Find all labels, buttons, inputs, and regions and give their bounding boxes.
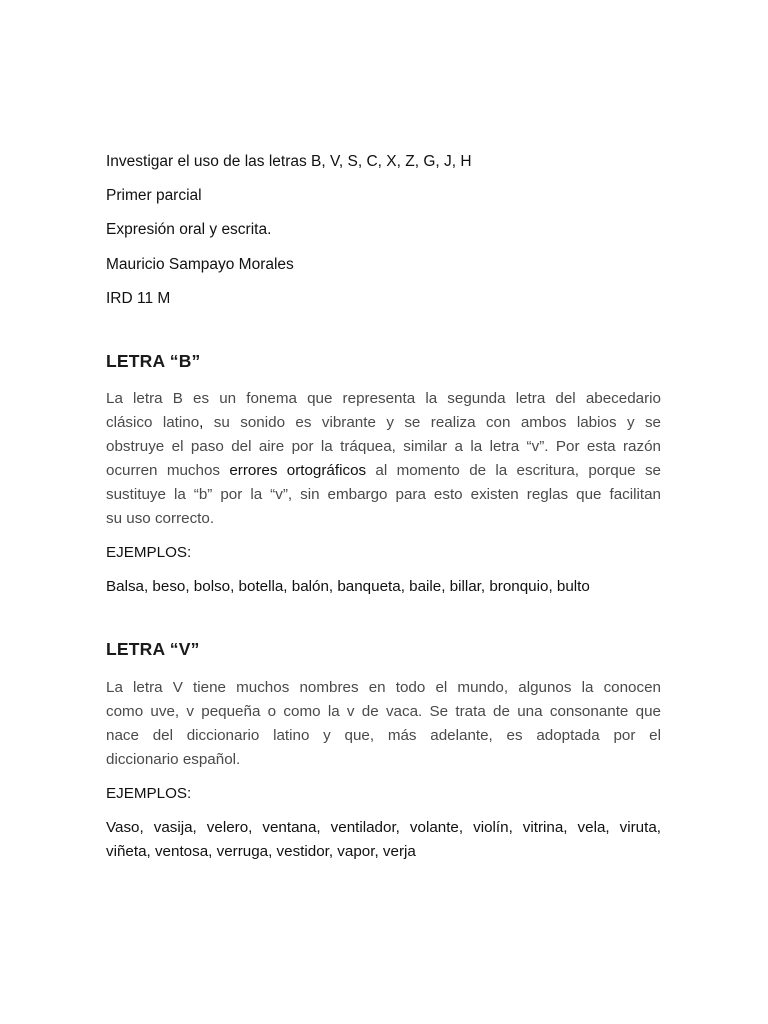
cover-partial: Primer parcial [106,187,202,204]
paragraph-line [106,411,661,435]
text-fragment: ocurren muchos [106,462,230,479]
cover-subject: Expresión oral y escrita. [106,221,272,238]
text-fragment: su sonido es vibrante y se realiza con ambos labios y se [203,414,661,431]
examples-line: viñeta, ventosa, verruga, vestidor, vapor, verja [106,843,416,860]
cover-author: Mauricio Sampayo Morales [106,256,294,273]
examples-line: Vaso, vasija, velero, ventana, ventilador, volante, violín, vitrina, vela, viruta, [106,819,661,836]
paragraph-line: su uso correcto. [106,510,215,527]
paragraph-line: La letra B es un fonema que representa la segunda letra del abecedario [106,390,661,407]
examples-label-b: EJEMPLOS: [106,544,192,561]
paragraph-line: obstruye el paso del aire por la tráquea, similar a la letra “v”. Por esta razón [106,438,661,455]
heading-letra-v: LETRA “V” [106,639,200,659]
heading-letra-b: LETRA “B” [106,351,201,371]
text-fragment: clásico latino [106,414,200,431]
paragraph-line: sustituye la “b” por la “v”, sin embargo para esto existen reglas que facilitan [106,486,661,503]
text-fragment: , [199,414,204,431]
paragraph-letra-b [106,387,661,531]
cover-group: IRD 11 M [106,290,171,307]
paragraph-line: nace del diccionario latino y que, más adelante, es adoptada por el [106,727,661,744]
examples-label-v: EJEMPLOS: [106,785,192,802]
paragraph-letra-v [106,676,661,772]
errores-ortograficos-link[interactable]: errores ortográficos [229,462,367,479]
text-fragment: al momento de la escritura, porque se [366,462,661,479]
paragraph-line: La letra V tiene muchos nombres en todo el mundo, algunos la conocen [106,679,661,696]
cover-title: Investigar el uso de las letras B, V, S, C, X, Z, G, J, H [106,153,472,170]
examples-letra-b: Balsa, beso, bolso, botella, balón, banqueta, baile, billar, bronquio, bulto [106,578,590,595]
paragraph-line: diccionario español. [106,751,241,768]
paragraph-line: como uve, v pequeña o como la v de vaca. Se trata de una consonante que [106,703,661,720]
examples-letra-v [106,816,661,864]
paragraph-line [106,459,661,483]
